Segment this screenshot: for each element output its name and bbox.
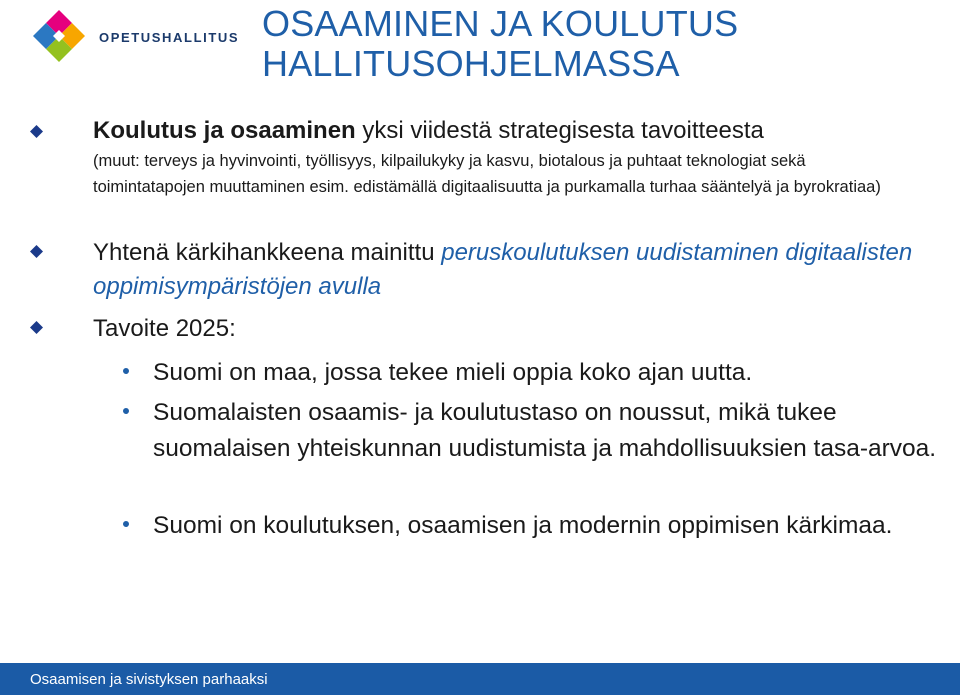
goal-2025-item: Suomalaisten osaamis- ja koulutustaso on noussut, mikä tukee suomalaisen yhteiskunnan uudistumista ja mahdollisuuksien tasa-arvoa. [153,399,937,462]
footer-bar [0,663,960,695]
bullet-goal-2025: Tavoite 2025: [93,315,236,342]
opetushallitus-logo [30,8,240,66]
goal-2025-item: Suomi on maa, jossa tekee mieli oppia koko ajan uutta. [153,359,753,386]
slide-title [262,4,738,84]
bullet-strategic-goal-bold: Koulutus ja osaaminen [93,117,356,144]
diamond-bullet-icon [30,125,43,138]
footer-text: Osaamisen ja sivistyksen parhaaksi [30,671,268,688]
slide-title-line-2: HALLITUSOHJELMASSA [262,43,680,84]
diamond-bullet-icon [30,321,43,334]
bullet-key-project-text: Yhtenä kärkihankkeena mainittu [93,239,442,266]
bullet-key-project-italic: peruskoulutuksen uudistaminen digitaalisten oppimisympäristöjen avulla [93,239,913,300]
bullet-strategic-goal-text: yksi viidestä strategisesta tavoitteesta [355,117,764,144]
goal-2025-item: Suomi on koulutuksen, osaamisen ja modernin oppimisen kärkimaa. [153,512,893,539]
bullet-key-project [93,236,943,304]
logo-mark-icon [30,8,88,66]
round-bullet-icon [123,408,129,414]
logo-text: OPETUSHALLITUS [99,30,240,45]
slide-title-line-1: OSAAMINEN JA KOULUTUS [262,3,739,44]
bullet-strategic-goal-detail: (muut: terveys ja hyvinvointi, työllisyys, kilpailukyky ja kasvu, biotalous ja puhtaat teknologiat sekä toimintatapojen muuttaminen esim. edistämällä digitaalisuutta ja purkamalla turhaa sääntelyä ja byrokratiaa) [93,152,881,196]
bullet-strategic-goal [93,116,943,146]
round-bullet-icon [123,368,129,374]
diamond-bullet-icon [30,245,43,258]
round-bullet-icon [123,521,129,527]
